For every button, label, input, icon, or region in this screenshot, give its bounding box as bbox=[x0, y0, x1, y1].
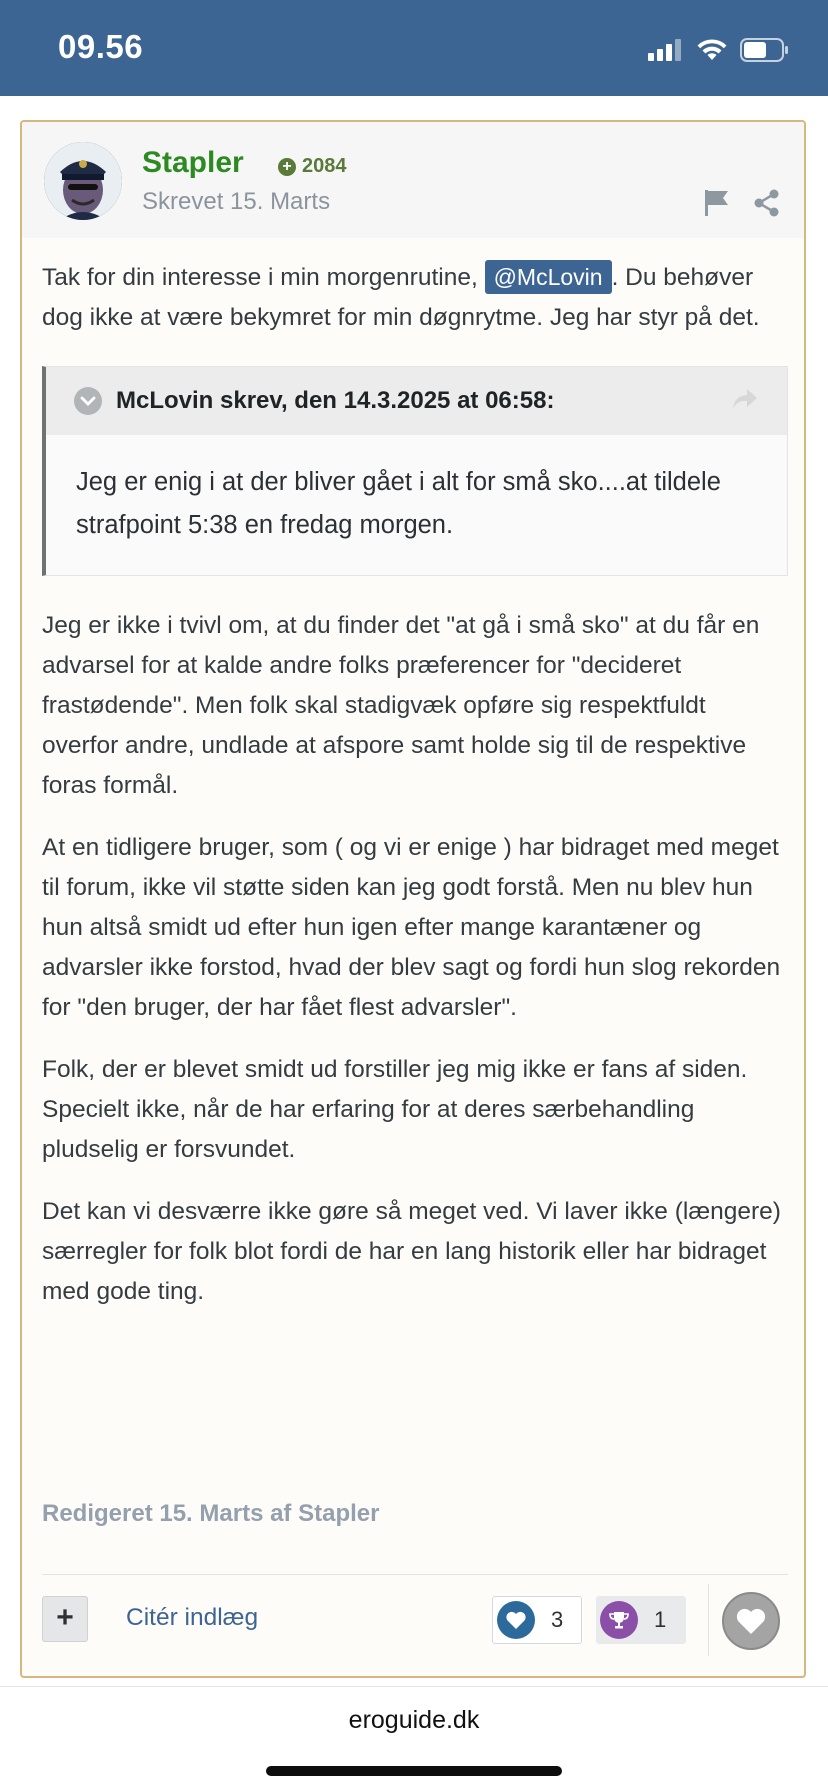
post-content bbox=[42, 258, 788, 1334]
status-icons bbox=[648, 36, 790, 64]
trophy-reaction[interactable] bbox=[596, 1596, 686, 1644]
post-paragraph: At en tidligere bruger, som ( og vi er enige ) har bidraget med meget til forum, ikke vil støtte siden kan jeg godt forstå. Men nu blev hun hun altså smidt ud efter hun igen efter mange karantæner og advarsler ikke forstod, hvad der blev sagt og fordi hun slog rekorden for "den bruger, der har fået flest advarsler". bbox=[42, 834, 781, 1021]
status-time: 09.56 bbox=[58, 28, 144, 65]
quote-header[interactable] bbox=[46, 367, 787, 435]
heart-icon bbox=[735, 1607, 767, 1635]
multiquote-add-button[interactable]: + bbox=[42, 1596, 88, 1642]
quote-block bbox=[42, 366, 788, 576]
post-header bbox=[22, 122, 804, 238]
quote-text: Jeg er enig i at der bliver gået i alt for små sko....at tildele strafpoint 5:38 en fredag morgen. bbox=[76, 468, 721, 539]
reaction-divider bbox=[708, 1584, 709, 1656]
user-mention[interactable]: @McLovin bbox=[485, 260, 612, 294]
author-avatar[interactable] bbox=[44, 142, 122, 220]
browser-bar-divider bbox=[0, 1686, 828, 1687]
post-intro bbox=[42, 258, 788, 338]
share-icon[interactable] bbox=[752, 188, 782, 218]
browser-url[interactable]: eroguide.dk bbox=[348, 1706, 480, 1734]
author-name[interactable]: Stapler bbox=[142, 146, 244, 179]
go-to-quote-arrow-icon[interactable] bbox=[731, 387, 759, 413]
quote-citation: McLovin skrev, den 14.3.2025 at 06:58: bbox=[116, 387, 555, 414]
post-paragraph: Det kan vi desværre ikke gøre så meget ved. Vi laver ikke (længere) særregler for folk blot fordi de har en lang historik eller har bidraget med gode ting. bbox=[42, 1198, 781, 1305]
forum-post bbox=[20, 120, 806, 1678]
battery-icon bbox=[740, 38, 790, 62]
cellular-signal-icon bbox=[648, 39, 684, 61]
react-heart-button[interactable] bbox=[722, 1592, 780, 1650]
plus-circle-icon: + bbox=[278, 158, 296, 176]
trophy-icon bbox=[600, 1601, 638, 1639]
post-paragraph: Jeg er ikke i tvivl om, at du finder det "at gå i små sko" at du får en advarsel for at kalde andre folks præferencer for "decideret frastødende". Men folk skal stadigvæk opføre sig respektfuldt overfor andre, undlade at afspore samt holde sig til de respektive foras formål. bbox=[42, 612, 760, 799]
reputation-badge bbox=[278, 155, 347, 178]
chevron-down-icon[interactable] bbox=[74, 387, 102, 415]
status-bar bbox=[0, 0, 828, 96]
wifi-icon bbox=[696, 38, 728, 62]
reputation-count: 2084 bbox=[302, 155, 347, 177]
police-avatar-image bbox=[44, 142, 122, 220]
quote-post-link[interactable]: Citér indlæg bbox=[126, 1604, 259, 1631]
post-date[interactable]: Skrevet 15. Marts bbox=[142, 188, 331, 215]
post-actions bbox=[22, 1596, 804, 1656]
footer-divider bbox=[42, 1574, 788, 1575]
like-count: 3 bbox=[551, 1607, 564, 1632]
heart-reaction-icon bbox=[497, 1601, 535, 1639]
intro-text-start: Tak for din interesse i min morgenrutine, bbox=[42, 264, 485, 291]
edited-note: Redigeret 15. Marts af Stapler bbox=[42, 1500, 380, 1527]
trophy-count: 1 bbox=[654, 1607, 667, 1632]
home-indicator[interactable] bbox=[266, 1766, 562, 1776]
report-flag-icon[interactable] bbox=[702, 188, 732, 218]
intro-text-end: . Du behøver dog ikke at være bekymret for min døgnrytme. Jeg har styr på det. bbox=[42, 264, 760, 331]
like-reaction[interactable] bbox=[492, 1596, 582, 1644]
post-paragraph: Folk, der er blevet smidt ud forstiller jeg mig ikke er fans af siden. Specielt ikke, når de har erfaring for at deres særbehandling pludselig er forsvundet. bbox=[42, 1056, 748, 1163]
